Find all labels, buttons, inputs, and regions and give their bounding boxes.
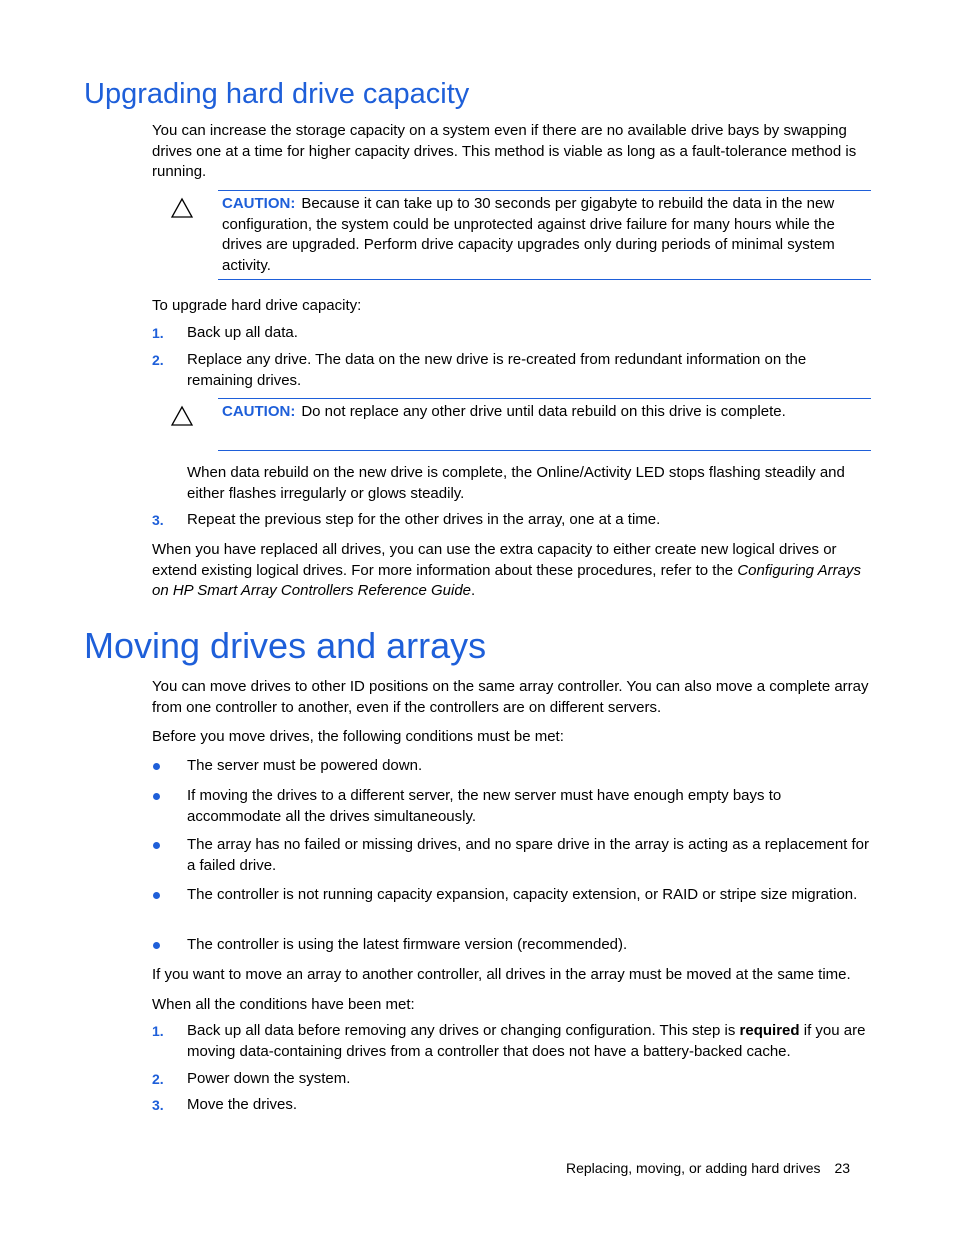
caution-triangle-icon bbox=[170, 405, 194, 427]
guide-reference: Configuring Arrays on HP Smart Array Controllers Reference Guide bbox=[152, 561, 861, 599]
moving-note: If you want to move an array to another controller, all drives in the array must be moved at the same time. bbox=[152, 966, 851, 983]
caution-label: CAUTION: bbox=[222, 403, 296, 420]
moving-lead-2: When all the conditions have been met: bbox=[152, 996, 415, 1013]
upgrade-intro: You can increase the storage capacity on a system even if there are no available drive bays by swapping drives one at a time for higher capacity drives. This method is viable as long as a fault-tolerance method is running. bbox=[152, 122, 857, 180]
bullet-dot bbox=[153, 942, 160, 949]
upgrade-lead: To upgrade hard drive capacity: bbox=[152, 297, 362, 314]
caution-box-2 bbox=[218, 398, 871, 451]
condition-item: The controller is not running capacity expansion, capacity extension, or RAID or stripe size migration. bbox=[187, 886, 858, 903]
bullet-dot bbox=[153, 842, 160, 849]
step-text-post: if you are moving data-containing drives from a controller that does not have a battery-backed cache. bbox=[187, 1022, 866, 1060]
footer-chapter: Replacing, moving, or adding hard drives bbox=[566, 1160, 821, 1176]
moving-lead: Before you move drives, the following conditions must be met: bbox=[152, 728, 564, 745]
section-title-moving: Moving drives and arrays bbox=[84, 625, 487, 666]
condition-item: The server must be powered down. bbox=[187, 757, 423, 774]
step-number: 1. bbox=[152, 1023, 164, 1039]
condition-item: The controller is using the latest firmware version (recommended). bbox=[187, 936, 628, 953]
caution-box-1 bbox=[218, 190, 871, 280]
step-text: Move the drives. bbox=[187, 1096, 298, 1113]
caution-2-text: Do not replace any other drive until data rebuild on this drive is complete. bbox=[301, 403, 786, 420]
caution-label: CAUTION: bbox=[222, 195, 296, 212]
moving-intro: You can move drives to other ID positions on the same array controller. You can also move a complete array from one controller to another, even if the controllers are on different servers. bbox=[152, 678, 869, 716]
step-text: Power down the system. bbox=[187, 1070, 351, 1087]
bullet-dot bbox=[153, 892, 160, 899]
step-number: 1. bbox=[152, 325, 164, 341]
upgrade-closing bbox=[152, 540, 872, 602]
page-number: 23 bbox=[834, 1160, 851, 1176]
bullet-dot bbox=[153, 793, 160, 800]
caution-1-text: Because it can take up to 30 seconds per gigabyte to rebuild the data in the new configuration, the system could be unprotected against drive failure for many hours while the drives are upgraded. Perform drive capacity upgrades only during periods of minimal system activity. bbox=[222, 195, 835, 274]
step-text: Back up all data. bbox=[187, 324, 298, 341]
step-text: Repeat the previous step for the other drives in the array, one at a time. bbox=[187, 511, 661, 528]
step-number: 2. bbox=[152, 352, 164, 368]
closing-text: When you have replaced all drives, you can use the extra capacity to either create new logical drives or extend existing logical drives. For more information about these procedures, refer to the bbox=[152, 541, 837, 579]
required-emphasis: required bbox=[739, 1022, 800, 1039]
section-title-upgrading: Upgrading hard drive capacity bbox=[84, 78, 470, 110]
caution-2-content bbox=[222, 402, 862, 423]
condition-item: The array has no failed or missing drives, and no spare drive in the array is acting as a replacement for a failed drive. bbox=[187, 836, 870, 874]
caution-1-content bbox=[222, 194, 862, 276]
closing-end: . bbox=[471, 582, 476, 599]
step-number: 3. bbox=[152, 512, 164, 528]
step-number: 2. bbox=[152, 1071, 164, 1087]
step-text-pre: Back up all data before removing any drives or changing configuration. This step is bbox=[187, 1022, 740, 1039]
page-footer bbox=[566, 1158, 850, 1179]
step-text bbox=[187, 1021, 872, 1062]
step-2-followup: When data rebuild on the new drive is complete, the Online/Activity LED stops flashing steadily and either flashes irregularly or glows steadily. bbox=[187, 464, 845, 502]
step-number: 3. bbox=[152, 1097, 164, 1113]
step-text: Replace any drive. The data on the new drive is re-created from redundant information on the remaining drives. bbox=[187, 351, 807, 389]
bullet-dot bbox=[153, 763, 160, 770]
caution-triangle-icon bbox=[170, 197, 194, 219]
condition-item: If moving the drives to a different server, the new server must have enough empty bays to accommodate all the drives simultaneously. bbox=[187, 787, 782, 825]
